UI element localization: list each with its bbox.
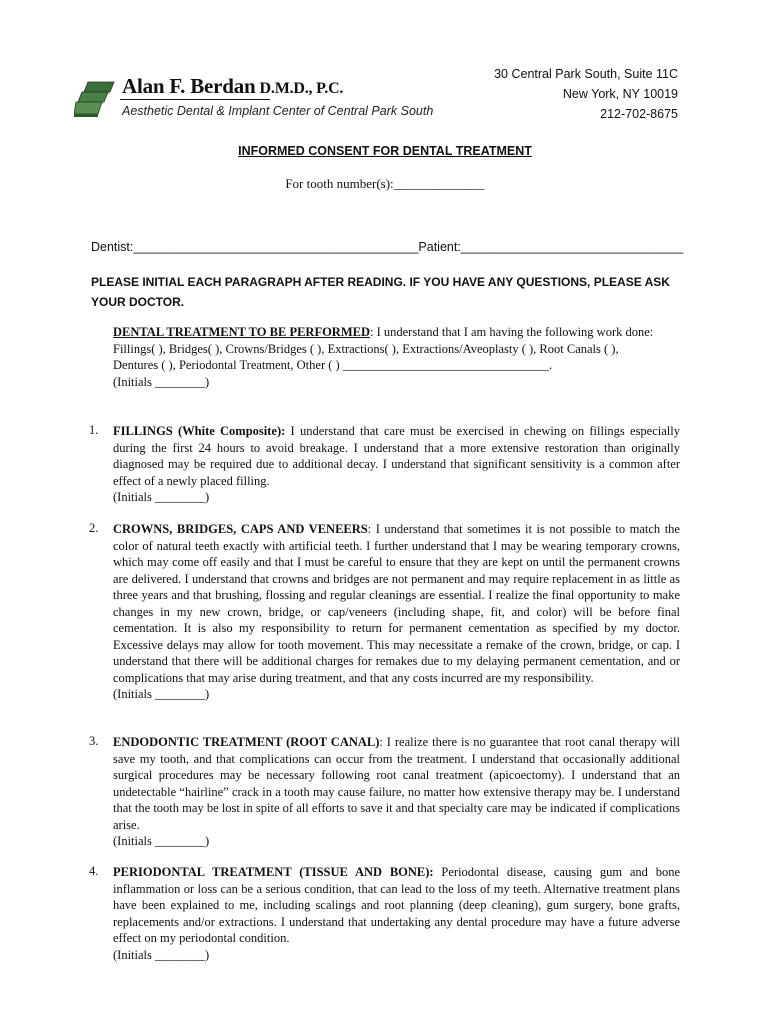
form-title: INFORMED CONSENT FOR DENTAL TREATMENT [238, 144, 532, 158]
treatment-text: : I understand that I am having the following work done: [370, 325, 654, 339]
treatment-heading: DENTAL TREATMENT TO BE PERFORMED [113, 325, 370, 339]
practice-address [494, 64, 678, 124]
treatment-other[interactable]: Dentures ( ), Periodontal Treatment, Other ( ) _________________________________. [113, 358, 553, 372]
periodontal-text: Periodontal disease, causing gum and bone inflammation or loss can be a serious condition, that can lead to the loss of my teeth. Alternative treatment plans have been explained to me, including scalings and root planning (deep cleaning), gum surgery, bone grafts, replacements and/or extractions. I understand that undertaking any dental procedure may have a future adverse effect on my periodontal condition. [113, 865, 680, 945]
treatment-options[interactable]: Fillings( ), Bridges( ), Crowns/Bridges ( ), Extractions( ), Extractions/Aveoplasty ( ), Root Canals ( ), [113, 341, 619, 356]
address-line-1: 30 Central Park South, Suite 11C [494, 67, 678, 81]
practice-name [122, 74, 343, 99]
periodontal-heading: PERIODONTAL TREATMENT (TISSUE AND BONE): [113, 865, 434, 879]
practice-logo [74, 80, 124, 120]
section-number: 2. [89, 521, 99, 535]
practice-tagline: Aesthetic Dental & Implant Center of Central Park South [122, 104, 434, 118]
fillings-text: I understand that care must be exercised in chewing on fillings especially during the first 24 hours to avoid breakage. I understand that a more extensive restoration than originally diagnosed may be required due to additional decay. I understand that significant sensitivity is a common after effect of a newly placed filling. [113, 424, 681, 488]
crowns-heading: CROWNS, BRIDGES, CAPS AND VENEERS [113, 522, 368, 536]
fillings-section [113, 423, 680, 506]
section-number: 1. [89, 423, 99, 437]
endodontic-heading: ENDODONTIC TREATMENT (ROOT CANAL) [113, 735, 380, 749]
treatment-section [113, 324, 680, 390]
crowns-text: : I understand that sometimes it is not possible to match the color of natural teeth exactly with artificial teeth. I further understand that I may be wearing temporary crowns, which may come off easily and that I must be careful to ensure that they are kept on until the permanent crowns are delivered. I understand that crowns and bridges are not permanent and may require replacement in as little as three years and that brushing, flossing and regular cleanings are essential. I realize the final opportunity to make changes in my new crown, bridge, or cap/veneers (including shape, fit, and color) will be before final cementation. It is also my responsibility to return for permanent cementation as specified by my doctor. Excessive delays may allow for tooth movement. This may necessitate a remake of the crown, bridge, or cap. I understand that there will be additional charges for remakes due to my delaying permanent cementation, and or complications that may arise during treatment, and that any costs incurred are my responsibility. [113, 522, 680, 685]
initials-field[interactable]: (Initials ________) [113, 687, 210, 701]
practice-credentials: D.M.D., P.C. [259, 80, 344, 97]
doctor-name: Alan F. Berdan [122, 74, 256, 98]
instructions: PLEASE INITIAL EACH PARAGRAPH AFTER READING. IF YOU HAVE ANY QUESTIONS, PLEASE ASK YOUR DOCTOR. [91, 275, 670, 309]
initials-field[interactable]: (Initials ________) [113, 947, 210, 962]
endodontic-section [113, 734, 680, 850]
phone-number: 212-702-8675 [600, 107, 678, 121]
section-number: 3. [89, 734, 99, 748]
endodontic-text: : I realize there is no guarantee that root canal therapy will save my tooth, and that complications can occur from the treatment. I understand that occasionally additional surgical procedures may be necessary following root canal treatment (apicoectomy). I understand that an undetectable “hairline” crack in a tooth may cause failure, no matter how extensive therapy may be. I understand that the tooth may be lost in spite of all efforts to save it and that specialty care may be indicated if complications arise. [113, 735, 680, 832]
fillings-heading: FILLINGS (White Composite): [113, 424, 286, 438]
crowns-section [113, 521, 680, 703]
name-underline [120, 99, 270, 100]
periodontal-section [113, 864, 680, 963]
initials-field[interactable]: (Initials ________) [113, 490, 210, 504]
address-line-2: New York, NY 10019 [562, 87, 678, 101]
section-number: 4. [89, 864, 99, 878]
tooth-number-field[interactable]: For tooth number(s):______________ [285, 176, 485, 191]
initials-field[interactable]: (Initials ________) [113, 834, 210, 848]
initials-field[interactable]: (Initials ________) [113, 374, 210, 389]
dentist-patient-fields[interactable]: Dentist:_________________________________________Patient:________________________________ [91, 240, 684, 254]
